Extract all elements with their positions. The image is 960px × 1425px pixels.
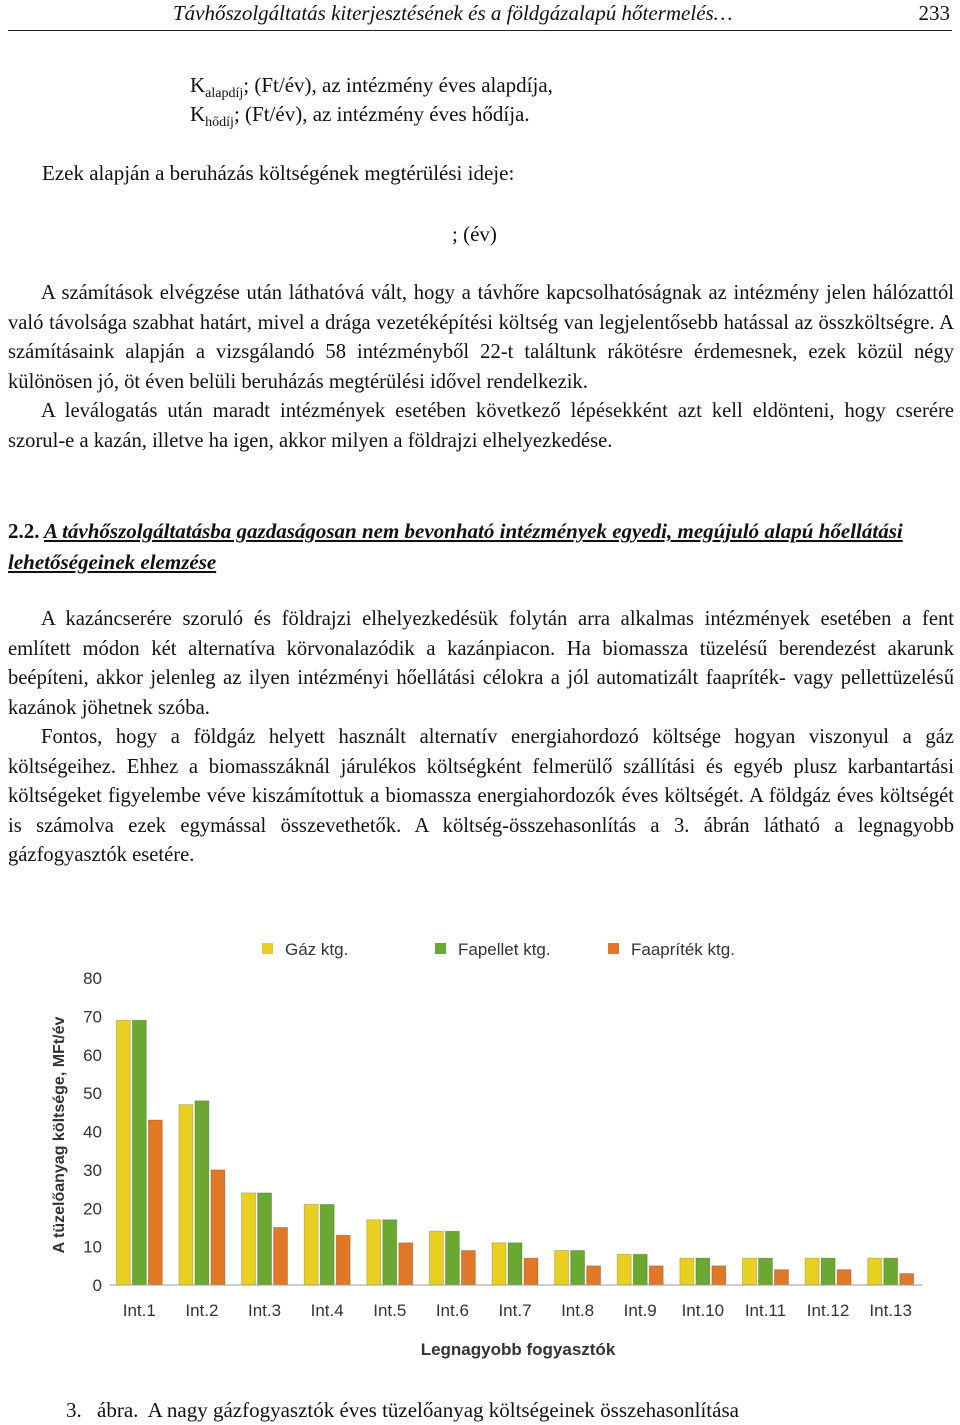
section-number: 2.2. <box>8 519 40 543</box>
x-axis-label: Legnagyobb fogyasztók <box>420 1340 616 1359</box>
bar <box>132 1020 146 1285</box>
x-tick-label: Int.9 <box>623 1301 657 1320</box>
y-tick-label: 0 <box>92 1276 102 1295</box>
bar <box>571 1250 585 1285</box>
x-tick-label: Int.2 <box>185 1301 219 1320</box>
bar <box>116 1020 130 1285</box>
definition-subscript: hődíj <box>205 115 234 130</box>
bar <box>837 1270 851 1285</box>
bar <box>320 1204 334 1285</box>
bar <box>805 1258 819 1285</box>
bar <box>712 1266 726 1285</box>
definition-text: ; (Ft/év), az intézmény éves alapdíja, <box>243 73 553 97</box>
bar <box>774 1270 788 1285</box>
bar <box>508 1243 522 1285</box>
bar <box>587 1266 601 1285</box>
legend-label: Faapríték ktg. <box>631 940 735 959</box>
y-tick-label: 80 <box>83 969 102 988</box>
bar <box>680 1258 694 1285</box>
x-tick-label: Int.13 <box>869 1301 912 1320</box>
bar <box>399 1243 413 1285</box>
bar <box>868 1258 882 1285</box>
bar <box>758 1258 772 1285</box>
y-tick-label: 60 <box>83 1045 102 1065</box>
x-axis <box>110 1285 922 1320</box>
x-tick-label: Int.6 <box>435 1301 469 1320</box>
y-axis <box>83 969 102 1295</box>
bar <box>617 1254 631 1285</box>
body-text-block-1 <box>8 279 954 456</box>
chart-legend <box>262 940 735 959</box>
x-tick-label: Int.12 <box>806 1301 850 1320</box>
page-header <box>8 0 952 31</box>
definition-text: ; (Ft/év), az intézmény éves hődíja. <box>233 102 530 126</box>
formula-unit: ; (év) <box>452 222 497 246</box>
bar <box>696 1258 710 1285</box>
legend-swatch <box>262 943 273 954</box>
y-tick-label: 30 <box>83 1160 102 1180</box>
legend-label: Gáz ktg. <box>285 940 349 959</box>
y-tick-label: 50 <box>83 1084 102 1104</box>
paragraph: Fontos, hogy a földgáz helyett használt alternatív energiahordozó költsége hogyan viszonyul a gáz költségeihez. Ehhez a biomasszáknál járulékos költségként felmerülő szállítási és egyéb plusz karbantartási költségeket figyelembe véve kiszámítottuk a biomassza energiahordozók éves költségét. A földgáz éves költségét is számolva ezek egymással összevethetők. A költség-összehasonlítás a 3. ábrán látható a legnagyobb gázfogyasztók esetére. <box>8 726 954 866</box>
x-tick-label: Int.1 <box>122 1301 156 1320</box>
figure-caption-text: A nagy gázfogyasztók éves tüzelőanyag költségeinek összehasonlítása <box>147 1398 739 1422</box>
legend-swatch <box>435 943 446 954</box>
figure-label: ábra. <box>97 1398 139 1422</box>
definition-symbol: K <box>190 73 206 97</box>
bar <box>211 1170 225 1285</box>
bar <box>900 1273 914 1285</box>
bars <box>116 1020 913 1285</box>
bar <box>884 1258 898 1285</box>
bar <box>383 1220 397 1285</box>
bar <box>336 1235 350 1285</box>
definition-line-2 <box>190 101 530 136</box>
definition-symbol: K <box>190 102 206 126</box>
y-tick-label: 40 <box>83 1122 102 1142</box>
bar <box>148 1120 162 1285</box>
bar <box>492 1243 506 1285</box>
y-tick-label: 20 <box>83 1199 102 1219</box>
bar <box>633 1254 647 1285</box>
x-tick-label: Int.10 <box>681 1301 725 1320</box>
paragraph: A kazáncserére szoruló és földrajzi elhelyezkedésük folytán arra alkalmas intézmények esetében a fent említett módon két alternatíva körvonalazódik a kazánpiacon. Ha biomassza tüzelésű berendezést akarunk beépíteni, akkor jelenleg az ilyen intézményi hőellátási célokra a jól automatizált faapríték- vagy pellettüzelésű kazánok jöhetnek szóba. <box>8 608 954 719</box>
x-tick-label: Int.11 <box>744 1301 787 1320</box>
paragraph: A leválogatás után maradt intézmények esetében következő lépésekként azt kell eldönteni, hogy cserére szorul-e a kazán, illetve ha igen, akkor milyen a földrajzi elhelyezkedése. <box>8 400 954 452</box>
page-number: 233 <box>918 1 950 25</box>
bar <box>524 1258 538 1285</box>
bar <box>555 1250 569 1285</box>
paragraph: A számítások elvégzése után láthatóvá vált, hogy a távhőre kapcsolhatóságnak az intézmény jelen hálózattól való távolsága szabhat határt, mivel a drága vezetéképítési költség van legjelentősebb hatással az összköltségre. A számításaink alapján a vizsgálandó 58 intézményből 22-t találtunk rákötésre érdemesnek, ezek közül négy különösen jó, öt éven belüli beruházás megtérülési idővel rendelkezik. <box>8 282 954 393</box>
legend-label: Fapellet ktg. <box>458 940 551 959</box>
x-tick-label: Int.7 <box>498 1301 532 1320</box>
bar <box>367 1220 381 1285</box>
figure-number: 3. <box>66 1398 82 1422</box>
bar <box>445 1231 459 1285</box>
x-tick-label: Int.8 <box>561 1301 595 1320</box>
x-tick-label: Int.4 <box>310 1301 344 1320</box>
bar <box>242 1193 256 1285</box>
bar <box>742 1258 756 1285</box>
y-tick-label: 70 <box>83 1007 102 1027</box>
intro-line: Ezek alapján a beruházás költségének megtérülési ideje: <box>42 161 515 185</box>
bar <box>649 1266 663 1285</box>
bar <box>258 1193 272 1285</box>
bar <box>274 1227 288 1285</box>
figure-caption <box>66 1396 739 1424</box>
y-tick-label: 10 <box>83 1237 102 1257</box>
bar <box>429 1231 443 1285</box>
bar <box>821 1258 835 1285</box>
bar <box>304 1204 318 1285</box>
section-title: A távhőszolgáltatásba gazdaságosan nem bevonható intézmények egyedi, megújuló alapú hőellátási lehetőségeinek elemzése <box>8 519 903 574</box>
x-tick-label: Int.5 <box>373 1301 407 1320</box>
y-axis-label: A tüzelőanyag költsége, MFt/év <box>51 1016 68 1254</box>
legend-swatch <box>608 943 619 954</box>
section-heading <box>8 516 954 578</box>
x-tick-label: Int.3 <box>247 1301 282 1320</box>
definition-subscript: alapdíj <box>205 86 244 101</box>
body-text-block-2 <box>8 605 954 871</box>
bar <box>179 1105 193 1285</box>
running-title: Távhőszolgáltatás kiterjesztésének és a földgázalapú hőtermelés… <box>173 1 733 25</box>
bar <box>461 1250 475 1285</box>
cost-comparison-chart <box>40 925 930 1365</box>
bar <box>195 1101 209 1285</box>
